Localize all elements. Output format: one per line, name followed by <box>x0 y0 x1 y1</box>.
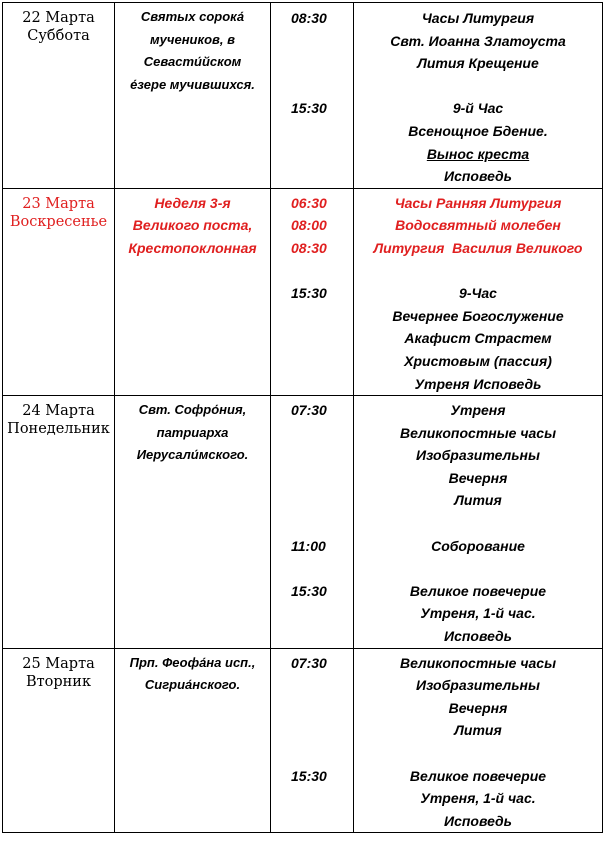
service-line <box>354 260 602 283</box>
time-value <box>291 512 353 535</box>
service-line: Часы Литургия <box>421 10 535 26</box>
service-line: Вынос креста <box>426 145 530 162</box>
service-line: Утреня, 1-й час. <box>420 790 536 807</box>
schedule-row <box>3 188 603 395</box>
service-line: Изобразительны <box>416 447 540 464</box>
time-value <box>291 697 353 720</box>
date-cell <box>3 648 115 833</box>
time-value: 15:30 <box>291 285 327 302</box>
time-value <box>291 467 353 490</box>
date-cell <box>3 188 115 395</box>
services-cell <box>354 188 603 395</box>
date-cell <box>3 396 115 649</box>
service-line <box>354 742 602 765</box>
saint-line: Крестопоклонная <box>128 239 257 256</box>
saint-line: Святых сорока́ <box>140 9 245 24</box>
services-cell <box>354 3 603 189</box>
time-value <box>291 52 353 75</box>
time-value: 07:30 <box>291 654 327 671</box>
schedule-row <box>3 396 603 649</box>
service-line: Великое повечерие <box>409 582 547 599</box>
time-cell <box>271 3 354 189</box>
time-value <box>291 75 353 98</box>
time-value <box>291 674 353 697</box>
time-value: 06:30 <box>291 194 327 211</box>
saint-line: Свт. Софро́ния, <box>138 402 247 418</box>
time-value: 15:30 <box>291 100 327 117</box>
saint-line: Сигриа́нского. <box>144 677 241 693</box>
service-line: Вечерня <box>448 699 508 716</box>
time-value <box>291 30 353 53</box>
time-value <box>291 557 353 580</box>
time-value <box>291 260 353 283</box>
saint-line: Прп. Феофа́на исп., <box>129 654 256 670</box>
time-cell <box>271 188 354 395</box>
time-value: 08:30 <box>291 239 327 256</box>
saint-cell <box>115 3 271 189</box>
service-line: Исповедь <box>444 168 512 185</box>
service-line: Утреня, 1-й час. <box>420 605 536 622</box>
date-label: 25 Марта <box>22 655 95 672</box>
time-value <box>291 422 353 445</box>
services-cell <box>354 396 603 649</box>
service-line: Исповедь <box>444 628 512 645</box>
date-label: 24 Марта <box>22 403 95 420</box>
time-value <box>291 719 353 742</box>
service-line: Великопостные часы <box>399 654 557 671</box>
services-cell <box>354 648 603 833</box>
time-value: 08:30 <box>291 10 327 26</box>
date-label: 22 Марта <box>22 10 95 26</box>
saint-cell <box>115 648 271 833</box>
service-line: Акафист Страстем <box>404 330 552 347</box>
saint-line: Великого поста, <box>132 217 253 234</box>
service-line <box>354 512 602 535</box>
service-line: Лития <box>454 722 502 739</box>
time-value <box>291 444 353 467</box>
service-line: Вечернее Богослужение <box>392 307 564 324</box>
service-line <box>354 557 602 580</box>
saint-line: Иерусали́мского. <box>136 447 249 463</box>
service-line: 9-Час <box>459 285 497 302</box>
saint-line: Севасти́йском <box>143 54 242 69</box>
service-line: Лития Крещение <box>417 55 539 72</box>
time-value: 08:00 <box>291 217 327 234</box>
service-line: Изобразительны <box>416 677 540 694</box>
weekday-label: Вторник <box>25 673 92 690</box>
weekday-label: Суббота <box>27 28 90 44</box>
schedule-table <box>2 2 603 833</box>
saint-cell <box>115 188 271 395</box>
saint-line: мучеников, в <box>150 31 235 47</box>
time-cell <box>271 396 354 649</box>
service-line: Исповедь <box>444 812 512 829</box>
service-line: Христовым (пассия) <box>404 352 552 369</box>
service-line: Соборование <box>431 537 525 554</box>
schedule-row <box>3 3 603 189</box>
weekday-label: Воскресенье <box>9 213 108 230</box>
time-cell <box>271 648 354 833</box>
service-line: Часы Ранняя Литургия <box>394 194 562 211</box>
time-value: 15:30 <box>291 767 327 784</box>
service-line: Вечерня <box>448 469 508 486</box>
date-label: 23 Марта <box>22 195 95 212</box>
service-line <box>354 75 602 98</box>
weekday-label: Понедельник <box>7 421 110 438</box>
time-value: 11:00 <box>291 537 326 554</box>
saint-line: патриарха <box>156 424 229 440</box>
date-cell <box>3 3 115 189</box>
service-line: Лития <box>454 492 502 509</box>
service-line: Водосвятный молебен <box>395 217 561 234</box>
service-line: Литургия Василия Великого <box>373 239 583 256</box>
service-line: 9-й Час <box>452 100 504 117</box>
service-line: Свт. Иоанна Златоуста <box>390 32 566 49</box>
schedule-row <box>3 648 603 833</box>
saint-line: Неделя 3-я <box>154 194 231 211</box>
time-value <box>291 742 353 765</box>
service-line: Всенощное Бдение. <box>408 122 548 139</box>
time-value: 07:30 <box>291 402 327 419</box>
saint-line: е́зере мучившихся. <box>130 76 255 92</box>
saint-cell <box>115 396 271 649</box>
service-line: Утреня <box>450 402 506 419</box>
service-line: Великопостные часы <box>399 424 557 441</box>
time-value <box>291 489 353 512</box>
service-line: Утреня Исповедь <box>414 375 542 392</box>
time-value: 15:30 <box>291 582 327 599</box>
service-line: Великое повечерие <box>409 767 547 784</box>
